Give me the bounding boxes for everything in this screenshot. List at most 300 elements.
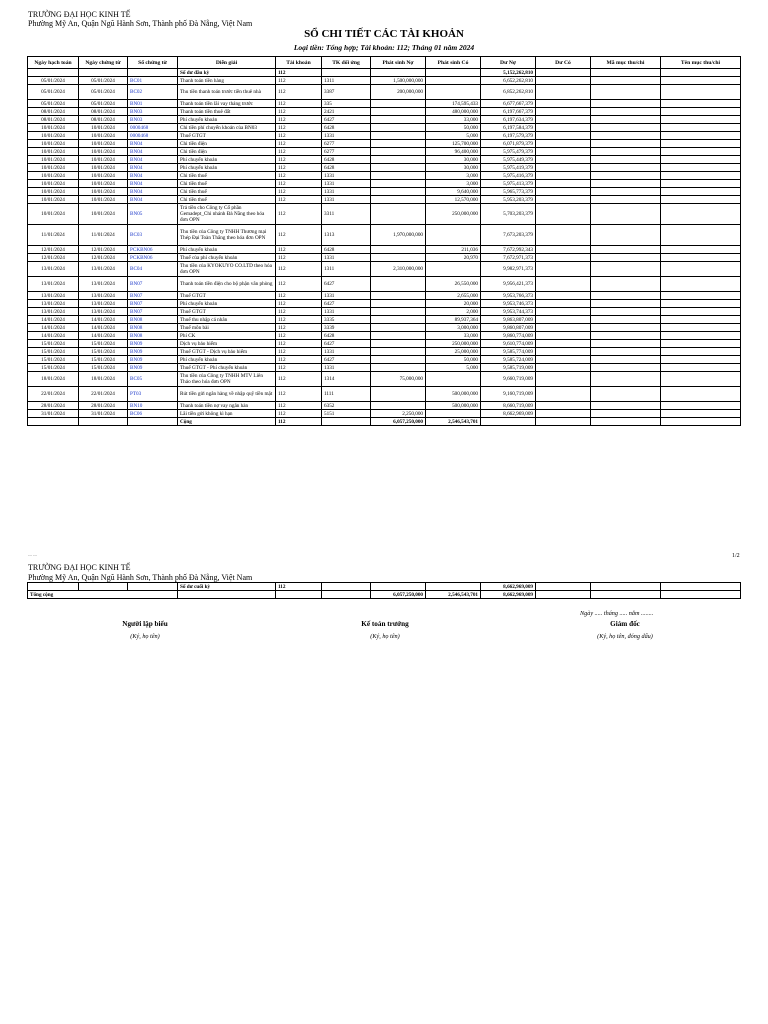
description: Thuế môn bài (178, 324, 276, 332)
description: Phí chuyển khoản (178, 300, 276, 308)
credit-amount: 2,000 (426, 308, 481, 316)
contra-account: 1331 (322, 132, 371, 140)
credit-balance (536, 316, 591, 324)
posting-date: 15/01/2024 (28, 356, 79, 364)
description: Chi tiền thuế (178, 180, 276, 188)
grand-total-debit: 6,057,250,000 (371, 591, 426, 599)
description: Phí chuyển khoản (178, 164, 276, 172)
posting-date: 14/01/2024 (28, 316, 79, 324)
ledger-table (27, 56, 741, 426)
contra-account: 3339 (322, 324, 371, 332)
posting-date (28, 69, 79, 77)
debit-amount (371, 254, 426, 262)
debit-balance: 7,672,992,343 (481, 246, 536, 254)
account: 112 (276, 85, 322, 100)
debit-amount: 2,250,000 (371, 410, 426, 418)
account: 112 (276, 254, 322, 262)
voucher-number[interactable]: BC04 (128, 262, 178, 277)
description: Phí CK (178, 332, 276, 340)
account: 112 (276, 387, 322, 402)
description: Phí chuyển khoản (178, 246, 276, 254)
category-code (591, 204, 661, 225)
voucher-date: 05/01/2024 (79, 85, 128, 100)
debit-balance: 5,975,449,379 (481, 156, 536, 164)
category-code (591, 132, 661, 140)
closing-account: 112 (276, 583, 322, 591)
debit-balance: 9,860,807,009 (481, 324, 536, 332)
voucher-number[interactable]: BN04 (128, 180, 178, 188)
debit-balance: 5,953,203,379 (481, 196, 536, 204)
category-name (661, 387, 741, 402)
col-header: Ngày chứng từ (79, 57, 128, 69)
table-row (28, 188, 741, 196)
voucher-number[interactable]: 0000468 (128, 124, 178, 132)
voucher-number[interactable]: BC01 (128, 77, 178, 85)
posting-date: 14/01/2024 (28, 324, 79, 332)
account: 112 (276, 356, 322, 364)
col-header: Tài khoản (276, 57, 322, 69)
voucher-number[interactable]: BN10 (128, 402, 178, 410)
debit-balance: 7,672,971,373 (481, 254, 536, 262)
account: 112 (276, 100, 322, 108)
voucher-date: 10/01/2024 (79, 164, 128, 172)
account: 112 (276, 372, 322, 387)
voucher-number[interactable]: PCKBN06 (128, 254, 178, 262)
debit-amount (371, 246, 426, 254)
category-name (661, 140, 741, 148)
debit-balance: 5,975,416,379 (481, 172, 536, 180)
contra-account: 6427 (322, 116, 371, 124)
category-code (591, 332, 661, 340)
voucher-number[interactable]: BN04 (128, 164, 178, 172)
credit-amount (426, 77, 481, 85)
account: 112 (276, 116, 322, 124)
voucher-date: 10/01/2024 (79, 148, 128, 156)
debit-balance: 7,673,203,379 (481, 225, 536, 246)
contra-account: 6352 (322, 402, 371, 410)
voucher-number[interactable]: BN08 (128, 316, 178, 324)
category-name (661, 356, 741, 364)
debit-amount (371, 100, 426, 108)
debit-amount (371, 324, 426, 332)
debit-amount: 1,500,000,000 (371, 77, 426, 85)
voucher-date: 10/01/2024 (79, 172, 128, 180)
credit-balance (536, 225, 591, 246)
debit-amount (371, 300, 426, 308)
table-row (28, 340, 741, 348)
document-title: SỔ CHI TIẾT CÁC TÀI KHOẢN (304, 28, 464, 40)
account: 112 (276, 308, 322, 316)
credit-amount: 174,595,433 (426, 100, 481, 108)
voucher-number[interactable]: BC06 (128, 410, 178, 418)
table-row (28, 418, 741, 426)
account: 112 (276, 402, 322, 410)
contra-account: 1331 (322, 254, 371, 262)
category-name (661, 132, 741, 140)
contra-account: 1314 (322, 372, 371, 387)
debit-amount (371, 108, 426, 116)
posting-date: 10/01/2024 (28, 148, 79, 156)
contra-account: 2421 (322, 108, 371, 116)
voucher-number[interactable]: BN08 (128, 332, 178, 340)
account: 112 (276, 108, 322, 116)
category-code (591, 246, 661, 254)
voucher-number[interactable]: BN04 (128, 196, 178, 204)
category-code (591, 324, 661, 332)
category-name (661, 77, 741, 85)
voucher-number[interactable]: BN07 (128, 277, 178, 292)
description: Thanh toán tiền lãi vay tháng trước (178, 100, 276, 108)
col-header: Số chứng từ (128, 57, 178, 69)
credit-amount: 12,570,000 (426, 196, 481, 204)
voucher-date: 11/01/2024 (79, 225, 128, 246)
description: Thu tiền của Công ty TNHH Thương mại Thép Đại Toàn Thắng theo hóa đơn OPN (178, 225, 276, 246)
voucher-number[interactable]: BN07 (128, 308, 178, 316)
contra-account: 6427 (322, 340, 371, 348)
posting-date: 13/01/2024 (28, 262, 79, 277)
credit-amount (426, 85, 481, 100)
credit-balance (536, 372, 591, 387)
debit-amount (371, 364, 426, 372)
description: Trả tiền cho Công ty Cổ phần Gemadept_Chi nhánh Đà Nẵng theo hóa đơn OPN (178, 204, 276, 225)
voucher-number[interactable]: BC02 (128, 85, 178, 100)
voucher-date: 10/01/2024 (79, 204, 128, 225)
voucher-number[interactable]: BN03 (128, 108, 178, 116)
voucher-date: 31/01/2024 (79, 410, 128, 418)
posting-date: 10/01/2024 (28, 132, 79, 140)
posting-date: 10/01/2024 (28, 188, 79, 196)
contra-account: 1331 (322, 196, 371, 204)
debit-balance: 6,197,634,379 (481, 116, 536, 124)
category-code (591, 116, 661, 124)
page-number: 1/2 (732, 553, 740, 559)
voucher-number[interactable]: BN04 (128, 172, 178, 180)
credit-amount: 33,000 (426, 116, 481, 124)
voucher-date: 14/01/2024 (79, 316, 128, 324)
contra-account: 6428 (322, 164, 371, 172)
debit-amount (371, 188, 426, 196)
category-name (661, 332, 741, 340)
credit-balance (536, 140, 591, 148)
page-marker: --- --- (28, 553, 37, 558)
voucher-number[interactable]: BN04 (128, 140, 178, 148)
table-row (28, 262, 741, 277)
voucher-date: 14/01/2024 (79, 324, 128, 332)
debit-balance: 9,610,774,009 (481, 340, 536, 348)
table-row (28, 180, 741, 188)
credit-amount: 96,400,000 (426, 148, 481, 156)
account: 112 (276, 204, 322, 225)
category-name (661, 410, 741, 418)
grand-total-row (28, 591, 741, 599)
table-row (28, 225, 741, 246)
voucher-date: 13/01/2024 (79, 292, 128, 300)
posting-date: 10/01/2024 (28, 204, 79, 225)
description: Chi tiền thuế (178, 196, 276, 204)
description: Thuế GTGT (178, 308, 276, 316)
debit-balance: 9,860,774,009 (481, 332, 536, 340)
contra-account: 1313 (322, 225, 371, 246)
voucher-number[interactable]: BN09 (128, 340, 178, 348)
credit-amount (426, 262, 481, 277)
voucher-date: 08/01/2024 (79, 108, 128, 116)
category-name (661, 246, 741, 254)
debit-amount (371, 124, 426, 132)
preparer-note: (Ký, họ tên) (130, 633, 160, 640)
org-address-page2: Phường Mỹ An, Quận Ngũ Hành Sơn, Thành phố Đà Nẵng, Việt Nam (28, 573, 253, 582)
table-row (28, 100, 741, 108)
debit-balance: 8,660,719,009 (481, 402, 536, 410)
voucher-number[interactable]: BN09 (128, 348, 178, 356)
contra-account: 1311 (322, 262, 371, 277)
category-name (661, 172, 741, 180)
col-header: Mã mục thu/chi (591, 57, 661, 69)
posting-date: 12/01/2024 (28, 254, 79, 262)
category-name (661, 69, 741, 77)
credit-amount: 480,000,000 (426, 108, 481, 116)
account: 112 (276, 140, 322, 148)
posting-date: 15/01/2024 (28, 348, 79, 356)
col-header: Tên mục thu/chi (661, 57, 741, 69)
description: Phí chuyển khoản (178, 356, 276, 364)
voucher-number[interactable]: BN01 (128, 100, 178, 108)
voucher-number[interactable]: PT03 (128, 387, 178, 402)
debit-balance: 9,660,719,009 (481, 372, 536, 387)
account: 112 (276, 348, 322, 356)
category-code (591, 356, 661, 364)
voucher-number[interactable]: BC05 (128, 372, 178, 387)
credit-amount: 50,000 (426, 124, 481, 132)
debit-amount (371, 132, 426, 140)
category-code (591, 172, 661, 180)
credit-amount: 2,655,000 (426, 292, 481, 300)
col-header: Ngày hạch toán (28, 57, 79, 69)
category-code (591, 292, 661, 300)
contra-account: 1331 (322, 180, 371, 188)
table-row (28, 364, 741, 372)
posting-date: 10/01/2024 (28, 164, 79, 172)
table-row (28, 410, 741, 418)
org-name: TRƯỜNG ĐẠI HỌC KINH TẾ (28, 10, 131, 19)
debit-balance: 5,965,773,379 (481, 188, 536, 196)
debit-amount (371, 356, 426, 364)
contra-account: 6428 (322, 156, 371, 164)
table-row (28, 77, 741, 85)
director-title: Giám đốc (610, 620, 640, 628)
account: 112 (276, 225, 322, 246)
credit-balance (536, 172, 591, 180)
voucher-number[interactable]: 0000468 (128, 132, 178, 140)
credit-amount (426, 225, 481, 246)
debit-balance: 8,662,969,009 (481, 410, 536, 418)
credit-amount: 211,036 (426, 246, 481, 254)
debit-amount (371, 340, 426, 348)
debit-amount (371, 196, 426, 204)
voucher-number (128, 418, 178, 426)
table-row (28, 85, 741, 100)
debit-amount (371, 180, 426, 188)
table-row (28, 372, 741, 387)
table-row (28, 172, 741, 180)
debit-balance: 6,197,584,379 (481, 124, 536, 132)
debit-balance: 5,975,419,379 (481, 164, 536, 172)
account: 112 (276, 172, 322, 180)
category-code (591, 148, 661, 156)
posting-date: 05/01/2024 (28, 85, 79, 100)
description: Thuế GTGT (178, 132, 276, 140)
credit-balance (536, 85, 591, 100)
table-row (28, 254, 741, 262)
posting-date: 10/01/2024 (28, 124, 79, 132)
table-row (28, 387, 741, 402)
closing-table (27, 582, 741, 599)
voucher-date: 28/01/2024 (79, 402, 128, 410)
credit-balance (536, 116, 591, 124)
contra-account: 1331 (322, 364, 371, 372)
description: Chi tiền thuế (178, 172, 276, 180)
account: 112 (276, 340, 322, 348)
contra-account: 5151 (322, 410, 371, 418)
voucher-number[interactable]: PCKBN06 (128, 246, 178, 254)
voucher-number[interactable]: BN05 (128, 204, 178, 225)
debit-balance: 6,652,262,810 (481, 77, 536, 85)
category-name (661, 262, 741, 277)
category-name (661, 188, 741, 196)
category-code (591, 316, 661, 324)
credit-amount: 250,000,000 (426, 340, 481, 348)
description: Dịch vụ bảo hiểm (178, 340, 276, 348)
account: 112 (276, 364, 322, 372)
category-name (661, 124, 741, 132)
credit-balance (536, 324, 591, 332)
account: 112 (276, 300, 322, 308)
voucher-number[interactable]: BN07 (128, 300, 178, 308)
voucher-number[interactable]: BN09 (128, 364, 178, 372)
debit-balance: 9,585,724,009 (481, 356, 536, 364)
category-name (661, 254, 741, 262)
contra-account: 6427 (322, 277, 371, 292)
col-header: Diễn giải (178, 57, 276, 69)
description: Chi tiền thuế (178, 188, 276, 196)
contra-account: 6427 (322, 300, 371, 308)
description: Số dư đầu kỳ (178, 69, 276, 77)
description: Thuế GTGT - Dịch vụ bảo hiểm (178, 348, 276, 356)
debit-balance: 9,863,807,009 (481, 316, 536, 324)
posting-date: 13/01/2024 (28, 277, 79, 292)
category-name (661, 348, 741, 356)
credit-balance (536, 77, 591, 85)
category-code (591, 180, 661, 188)
description: Thuế GTGT - Phí chuyển khoản (178, 364, 276, 372)
debit-balance: 9,956,421,373 (481, 277, 536, 292)
credit-balance (536, 254, 591, 262)
voucher-number[interactable]: BC03 (128, 225, 178, 246)
col-header: Phát sinh Nợ (371, 57, 426, 69)
table-row (28, 246, 741, 254)
debit-balance: 9,585,774,009 (481, 348, 536, 356)
credit-amount: 3,000 (426, 172, 481, 180)
account: 112 (276, 262, 322, 277)
category-code (591, 254, 661, 262)
table-row (28, 156, 741, 164)
credit-amount: 5,000 (426, 132, 481, 140)
table-row (28, 308, 741, 316)
voucher-number[interactable]: BN04 (128, 148, 178, 156)
voucher-date: 10/01/2024 (79, 124, 128, 132)
credit-balance (536, 300, 591, 308)
voucher-date: 13/01/2024 (79, 300, 128, 308)
description: Phí chuyển khoản (178, 156, 276, 164)
debit-amount (371, 316, 426, 324)
category-code (591, 69, 661, 77)
description: Thuế GTGT (178, 292, 276, 300)
debit-balance: 6,197,667,379 (481, 108, 536, 116)
table-row (28, 348, 741, 356)
debit-balance: 5,975,479,379 (481, 148, 536, 156)
debit-amount (371, 140, 426, 148)
closing-balance-row (28, 583, 741, 591)
voucher-number[interactable]: BN09 (128, 356, 178, 364)
posting-date: 08/01/2024 (28, 116, 79, 124)
voucher-number[interactable]: BN04 (128, 188, 178, 196)
category-code (591, 364, 661, 372)
account: 112 (276, 292, 322, 300)
credit-amount: 30,000 (426, 164, 481, 172)
debit-amount (371, 164, 426, 172)
voucher-number[interactable]: BN03 (128, 116, 178, 124)
credit-balance (536, 340, 591, 348)
category-code (591, 156, 661, 164)
contra-account: 1331 (322, 308, 371, 316)
credit-balance (536, 188, 591, 196)
credit-amount: 500,000,000 (426, 387, 481, 402)
org-address: Phường Mỹ An, Quận Ngũ Hành Sơn, Thành phố Đà Nẵng, Việt Nam (28, 19, 253, 28)
voucher-number[interactable]: BN08 (128, 324, 178, 332)
preparer-title: Người lập biểu (122, 620, 168, 628)
posting-date: 13/01/2024 (28, 308, 79, 316)
debit-amount: 6,057,250,000 (371, 418, 426, 426)
category-name (661, 148, 741, 156)
credit-balance (536, 124, 591, 132)
category-name (661, 164, 741, 172)
account: 112 (276, 77, 322, 85)
credit-amount: 3,000 (426, 180, 481, 188)
account: 112 (276, 277, 322, 292)
credit-balance (536, 308, 591, 316)
debit-amount (371, 277, 426, 292)
category-code (591, 85, 661, 100)
posting-date: 10/01/2024 (28, 180, 79, 188)
credit-balance (536, 402, 591, 410)
contra-account: 1331 (322, 172, 371, 180)
category-code (591, 372, 661, 387)
debit-amount (371, 348, 426, 356)
debit-amount (371, 204, 426, 225)
posting-date: 13/01/2024 (28, 292, 79, 300)
voucher-number[interactable]: BN07 (128, 292, 178, 300)
posting-date: 28/01/2024 (28, 402, 79, 410)
credit-balance (536, 277, 591, 292)
voucher-date: 12/01/2024 (79, 254, 128, 262)
table-row (28, 140, 741, 148)
voucher-number[interactable]: BN04 (128, 156, 178, 164)
credit-balance (536, 332, 591, 340)
voucher-date: 10/01/2024 (79, 180, 128, 188)
posting-date: 11/01/2024 (28, 225, 79, 246)
description: Thuế thu nhập cá nhân (178, 316, 276, 324)
voucher-date (79, 69, 128, 77)
preparer-signature (95, 620, 195, 640)
